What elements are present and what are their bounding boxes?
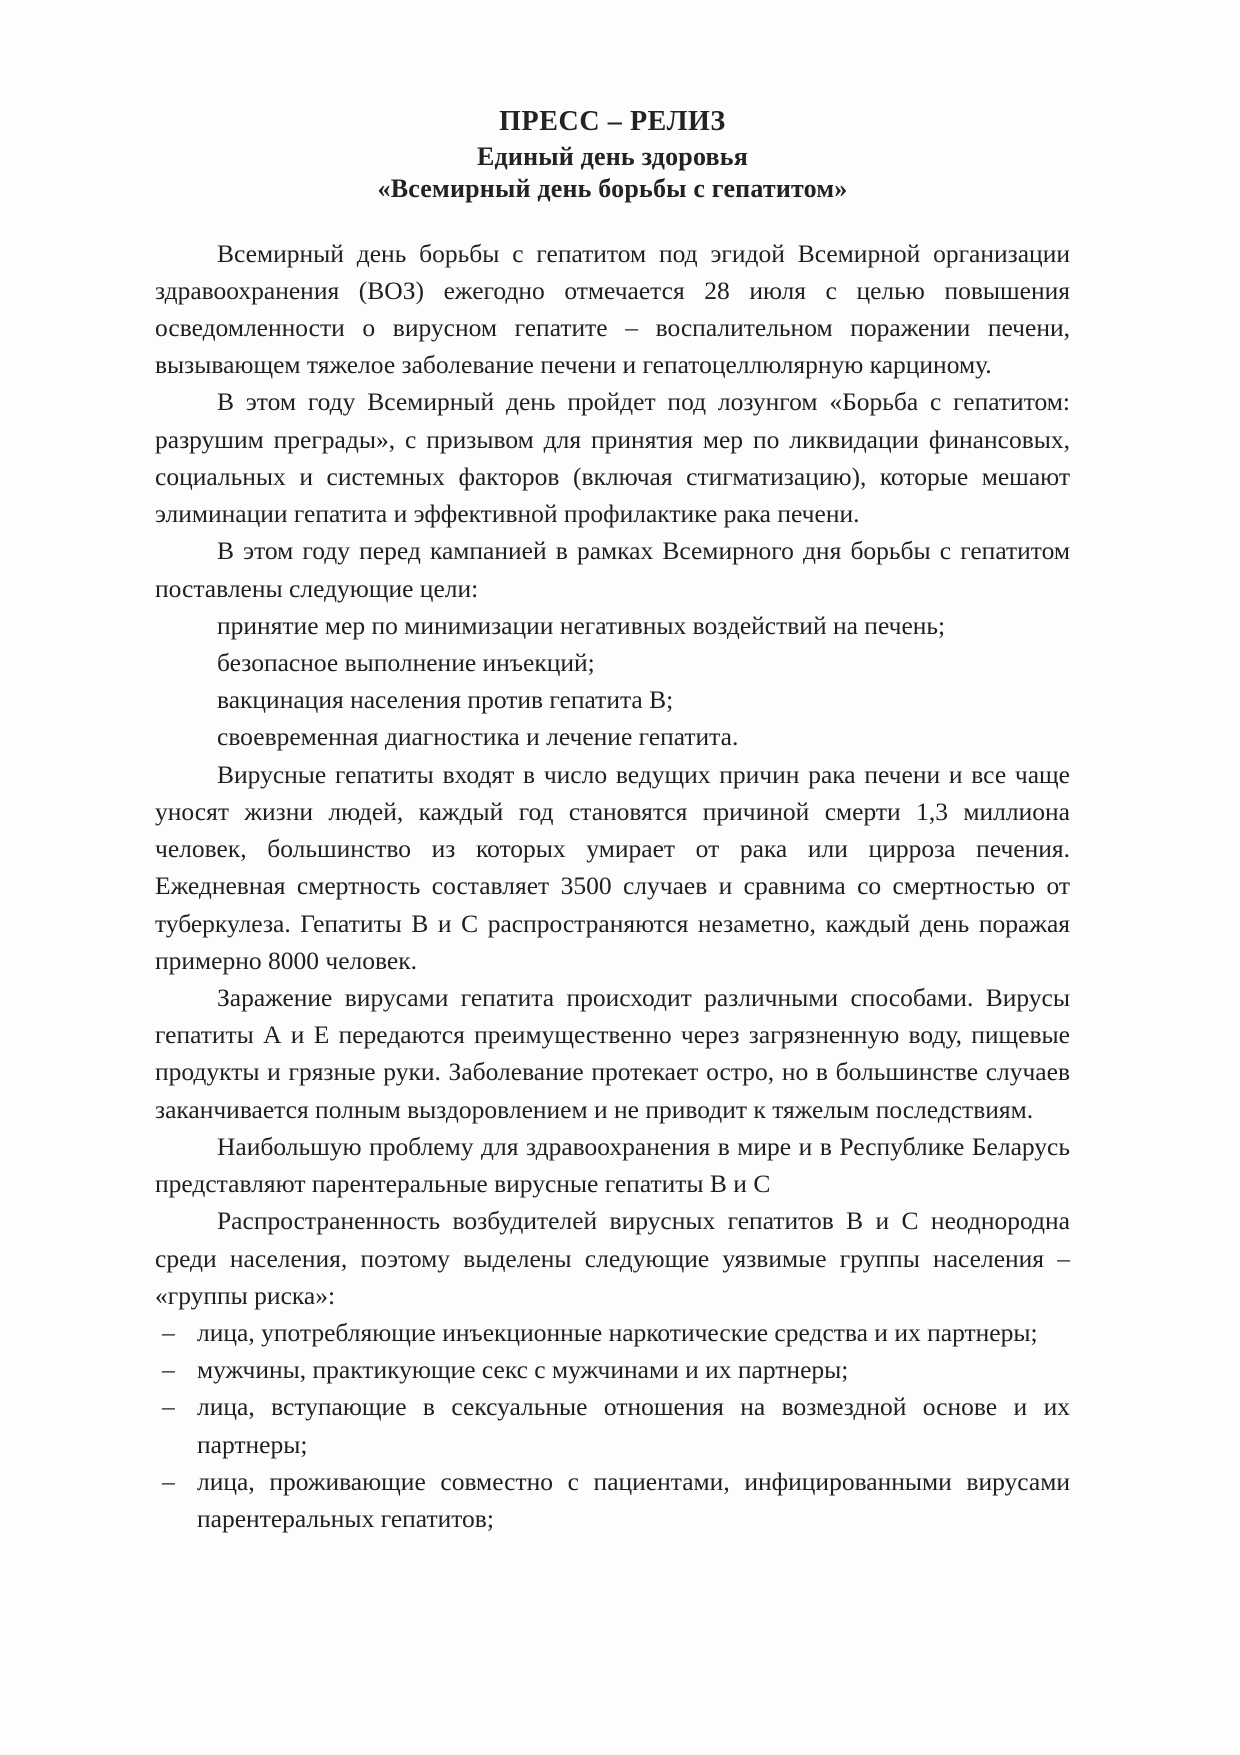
dash-bullet-icon: – bbox=[162, 1392, 175, 1422]
risk-groups-list bbox=[155, 1314, 1070, 1537]
paragraph-goals-intro: В этом году перед кампанией в рамках Всемирного дня борьбы с гепатитом поставлены следующие цели: bbox=[155, 536, 1070, 603]
risk-group-item bbox=[155, 1463, 1070, 1537]
paragraph-belarus-problem: Наибольшую проблему для здравоохранения в мире и в Республике Беларусь представляют парентеральные вирусные гепатиты В и С bbox=[155, 1131, 1070, 1199]
title-line-press-release: ПРЕСС – РЕЛИЗ bbox=[499, 106, 726, 137]
risk-group-item bbox=[155, 1351, 1070, 1388]
paragraph-intro: Всемирный день борьбы с гепатитом под эгидой Всемирной организации здравоохранения (ВОЗ) ежегодно отмечается 28 июля с целью повышения осведомленности о вирусном гепатите – воспалительном поражении печени, вызывающем тяжелое заболевание печени и гепатоцеллюлярную карциному. bbox=[155, 238, 1070, 380]
risk-group-label: лица, вступающие в сексуальные отношения на возмездной основе и их партнеры; bbox=[197, 1392, 1070, 1459]
title-line-health-day: Единый день здоровья bbox=[477, 142, 748, 172]
risk-group-label: лица, проживающие совместно с пациентами, инфицированными вирусами парентеральных гепатитов; bbox=[197, 1466, 1070, 1534]
goal-item: своевременная диагностика и лечение гепатита. bbox=[217, 722, 739, 752]
paragraph-transmission: Заражение вирусами гепатита происходит различными способами. Вирусы гепатиты А и Е передаются преимущественно через загрязненную воду, пищевые продукты и грязные руки. Заболевание протекает остро, но в большинстве случаев заканчивается полным выздоровлением и не приводит к тяжелым последствиям. bbox=[155, 982, 1070, 1124]
risk-group-item bbox=[155, 1314, 1070, 1351]
dash-bullet-icon: – bbox=[162, 1466, 175, 1496]
goals-list bbox=[155, 607, 1070, 756]
goal-item: вакцинация населения против гепатита В; bbox=[217, 685, 674, 715]
dash-bullet-icon: – bbox=[162, 1355, 175, 1385]
document-body bbox=[155, 235, 1070, 1538]
page-content bbox=[155, 105, 1070, 1537]
document-title bbox=[155, 105, 1070, 205]
paragraph-statistics: Вирусные гепатиты входят в число ведущих причин рака печени и все чаще уносят жизни людей, каждый год становятся причиной смерти 1,3 миллиона человек, большинство из которых умирает от рака или цирроза печения. Ежедневная смертность составляет 3500 случаев и сравнима со смертностью от туберкулеза. Гепатиты В и С распространяются незаметно, каждый день поражая примерно 8000 человек. bbox=[155, 759, 1070, 975]
title-line-hepatitis-day: «Всемирный день борьбы с гепатитом» bbox=[377, 173, 848, 203]
dash-bullet-icon: – bbox=[162, 1317, 175, 1347]
paragraph-slogan: В этом году Всемирный день пройдет под лозунгом «Борьба с гепатитом: разрушим преграды», с призывом для принятия мер по ликвидации финансовых, социальных и системных факторов (включая стигматизацию), которые мешают элиминации гепатита и эффективной профилактике рака печени. bbox=[155, 387, 1070, 529]
goal-item: безопасное выполнение инъекций; bbox=[217, 648, 595, 677]
risk-group-label: мужчины, практикующие секс с мужчинами и их партнеры; bbox=[197, 1355, 849, 1385]
goal-item: принятие мер по минимизации негативных воздействий на печень; bbox=[217, 610, 946, 640]
risk-group-item bbox=[155, 1388, 1070, 1462]
risk-group-label: лица, употребляющие инъекционные наркотические средства и их партнеры; bbox=[197, 1317, 1038, 1347]
paragraph-risk-groups-intro: Распространенность возбудителей вирусных гепатитов В и С неоднородна среди населения, поэтому выделены следующие уязвимые группы населения – «группы риска»: bbox=[155, 1206, 1070, 1310]
